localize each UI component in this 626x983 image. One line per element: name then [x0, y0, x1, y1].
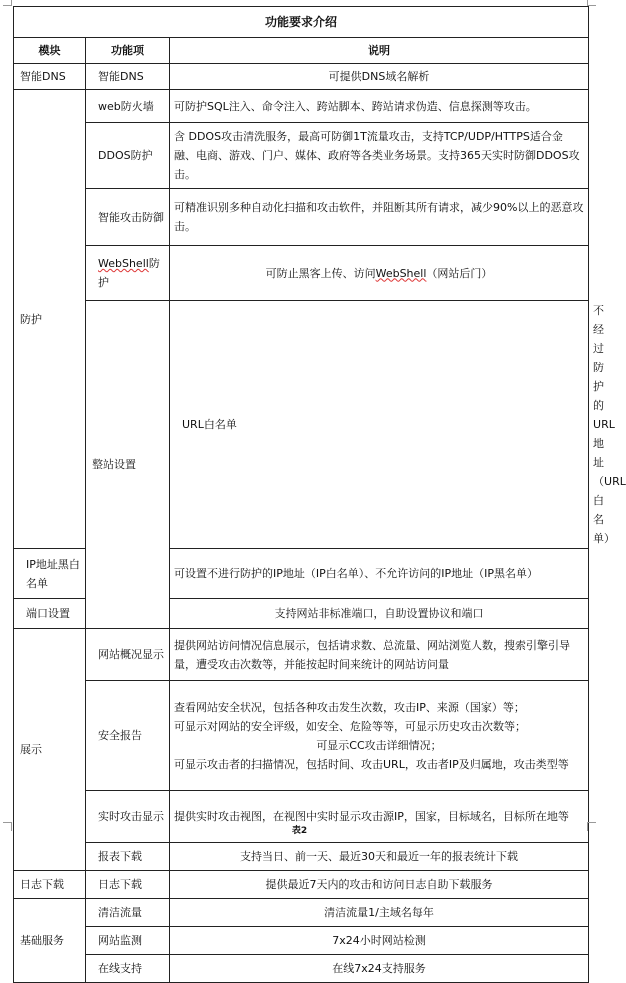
feature-cell	[86, 246, 170, 301]
feature-cell: IP地址黑白名单	[14, 549, 86, 599]
report-line: 可显示对网站的安全评级，如安全、危险等等，可显示历史攻击次数等；	[174, 719, 526, 733]
report-line: 查看网站安全状况，包括各种攻击发生次数，攻击IP、来源（国家）等；	[174, 700, 525, 714]
crop-mark-icon	[3, 0, 12, 6]
feature-cell: 在线支持	[86, 955, 170, 983]
description-cell: 可提供DNS域名解析	[170, 64, 589, 90]
table-row	[14, 90, 589, 123]
crop-mark-icon	[587, 0, 596, 6]
feature-cell: 安全报告	[86, 681, 170, 791]
module-cell: 日志下载	[14, 871, 86, 899]
description-cell	[170, 246, 589, 301]
module-cell: 展示	[14, 629, 86, 871]
module-cell: 智能DNS	[14, 64, 86, 90]
feature-requirements-table	[13, 6, 626, 983]
table-caption: 表2	[291, 826, 308, 836]
description-cell: 提供实时攻击视图，在视图中实时显示攻击源IP，国家，目标域名，目标所在地等	[170, 791, 589, 843]
feature-cell: 日志下载	[86, 871, 170, 899]
feature-cell: 网站概况显示	[86, 629, 170, 681]
description-cell: 提供网站访问情况信息展示，包括请求数、总流量、网站浏览人数，搜索引擎引导量，遭受攻击次数等，并能按起时间来统计的网站访问量	[170, 629, 589, 681]
description-cell: 7x24小时网站检测	[170, 927, 589, 955]
feature-webshell-word: WebShell	[98, 257, 149, 270]
description-cell: 清洁流量1/主域名每年	[170, 899, 589, 927]
description-cell	[170, 681, 589, 791]
table-row	[14, 189, 589, 246]
module-cell: 基础服务	[14, 899, 86, 983]
description-cell: 支持当日、前一天、最近30天和最近一年的报表统计下载	[170, 843, 589, 871]
report-line: 可显示攻击者的扫描情况，包括时间、攻击URL，攻击者IP及归属地，攻击类型等	[174, 757, 569, 771]
table-row	[14, 123, 589, 189]
table-row	[14, 629, 589, 681]
table-row	[14, 871, 589, 899]
description-webshell-word: WebShell	[375, 266, 427, 280]
description-cell: 支持网站非标准端口，自助设置协议和端口	[170, 599, 589, 629]
feature-cell: 实时攻击显示	[86, 791, 170, 843]
feature-cell: DDOS防护	[86, 123, 170, 189]
description-cell: 提供最近7天内的攻击和访问日志自助下载服务	[170, 871, 589, 899]
feature-cell: 智能DNS	[86, 64, 170, 90]
module-cell: 防护	[14, 90, 86, 549]
feature-cell: 报表下载	[86, 843, 170, 871]
table-row	[14, 899, 589, 927]
table-row: 整站设置 URL白名单 不经过防护的URL地址（URL白名单）	[14, 301, 589, 549]
document-page	[13, 6, 626, 983]
feature-suffix: 防护	[98, 257, 160, 289]
table-row	[14, 843, 589, 871]
description-cell: 可精准识别多种自动化扫描和攻击软件，并阻断其所有请求，减少90%以上的恶意攻击。	[170, 189, 589, 246]
table-row	[14, 955, 589, 983]
module-cell: 整站设置	[86, 301, 170, 629]
description-cell: 含 DDOS攻击清洗服务，最高可防御1T流量攻击，支持TCP/UDP/HTTPS适合金融、电商、游戏、门户、媒体、政府等各类业务场景。支持365天实时防御DDOS攻击。	[170, 123, 589, 189]
feature-cell: 清洁流量	[86, 899, 170, 927]
table-row	[14, 64, 589, 90]
table-header-row	[14, 38, 589, 64]
report-line: 可显示CC攻击详细情况；	[316, 738, 442, 752]
description-cell: 可防护SQL注入、命令注入、跨站脚本、跨站请求伪造、信息探测等攻击。	[170, 90, 589, 123]
table-row	[14, 246, 589, 301]
feature-cell: 智能攻击防御	[86, 189, 170, 246]
description-prefix: 可防止黑客上传、访问	[265, 266, 376, 280]
header-module: 模块	[14, 38, 86, 64]
feature-cell: 端口设置	[14, 599, 86, 629]
feature-cell: 网站监测	[86, 927, 170, 955]
description-cell: 可设置不进行防护的IP地址（IP白名单）、不允许访问的IP地址（IP黑名单）	[170, 549, 589, 599]
header-description: 说明	[170, 38, 589, 64]
table-title: 功能要求介绍	[14, 7, 589, 38]
feature-cell: URL白名单	[170, 301, 589, 549]
table-row	[14, 681, 589, 791]
header-feature: 功能项	[86, 38, 170, 64]
description-suffix: （网站后门）	[426, 266, 493, 280]
description-cell: 在线7x24支持服务	[170, 955, 589, 983]
table-row	[14, 927, 589, 955]
feature-cell: web防火墙	[86, 90, 170, 123]
